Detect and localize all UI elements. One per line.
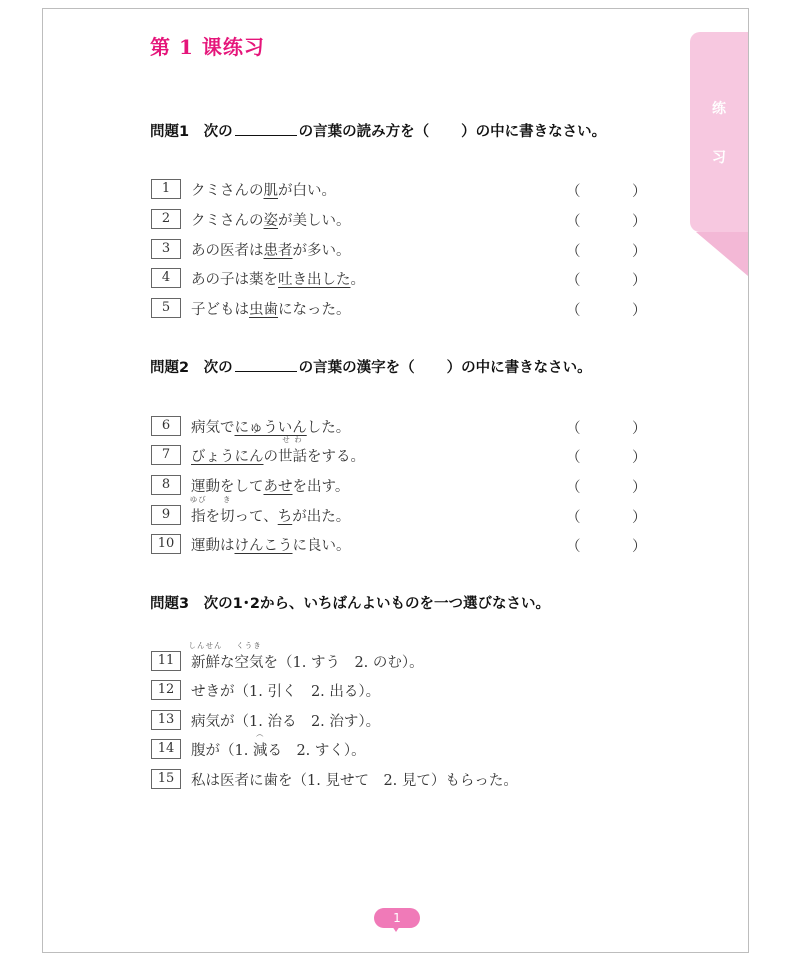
question-text: 私は医者に歯を（1. 見せて 2. 見て）もらった。 <box>191 772 518 789</box>
question-row <box>151 494 351 525</box>
question-text: クミさんの肌が白い。 <box>191 182 336 199</box>
side-tab-char-2: 习 <box>712 150 726 166</box>
answer-paren-close: ） <box>632 539 647 555</box>
question-number: 1 <box>151 179 181 199</box>
question-number: 12 <box>151 680 181 700</box>
furigana: しんせん <box>188 640 223 650</box>
answer-paren-open: （ <box>566 184 581 200</box>
section1-heading-mid: の言葉の読み方を（ <box>298 124 430 140</box>
question-text: 病気が（1. 治る 2. 治す）。 <box>191 713 381 730</box>
question-text: 運動はけんこうに良い。 <box>191 537 351 554</box>
question-text: 運動をしてあせを出す。 <box>191 478 350 495</box>
question-row <box>151 268 365 288</box>
answer-paren-close: ） <box>632 421 647 437</box>
answer-paren-open: （ <box>566 480 581 496</box>
question-number: 8 <box>151 475 181 495</box>
question-number: 11 <box>151 651 181 671</box>
answer-paren-close: ） <box>632 244 647 260</box>
answer-paren-open: （ <box>566 303 581 319</box>
question-text: あの医者は患者が多い。 <box>191 242 351 259</box>
page-number: 1 <box>374 908 420 928</box>
question-row <box>151 416 350 436</box>
furigana: ︵ <box>255 728 265 738</box>
furigana: くうき <box>236 640 262 650</box>
side-tab-char-1: 练 <box>712 101 726 117</box>
question-text: 腹が（1. ︵ 減る 2. すく）。 <box>191 728 366 759</box>
question-text: せきが（1. 引く 2. 出る）。 <box>191 683 381 700</box>
furigana: き <box>223 494 232 504</box>
question-row <box>151 475 349 495</box>
page-badge-tail <box>392 926 400 932</box>
question-text: 病気でにゅういんした。 <box>191 419 351 436</box>
question-row <box>151 710 380 730</box>
answer-paren-close: ） <box>632 214 647 230</box>
question-text: しんせん 新鮮な くうき 空気を（1. すう 2. のむ）。 <box>188 640 424 671</box>
question-row <box>151 298 351 318</box>
question-number: 4 <box>151 268 181 288</box>
question-text: 子どもは虫歯になった。 <box>191 301 351 318</box>
question-text: クミさんの姿が美しい。 <box>191 212 351 229</box>
section1-heading <box>150 120 606 141</box>
answer-paren-open: （ <box>566 539 581 555</box>
question-number: 2 <box>151 209 181 229</box>
blank-line <box>235 358 297 372</box>
question-number: 3 <box>151 239 181 259</box>
answer-paren-close: ） <box>632 273 647 289</box>
question-row <box>151 680 380 700</box>
answer-paren-open: （ <box>566 214 581 230</box>
question-row <box>151 728 366 759</box>
question-row <box>151 640 424 671</box>
answer-paren-open: （ <box>566 421 581 437</box>
question-text: びょうにんの せ わ 世話をする。 <box>191 434 365 465</box>
question-number: 7 <box>151 445 181 465</box>
question-number: 13 <box>151 710 181 730</box>
answer-paren-close: ） <box>632 184 647 200</box>
side-tab <box>690 32 748 232</box>
answer-paren-open: （ <box>566 510 581 526</box>
answer-paren-close: ） <box>632 450 647 466</box>
section2-heading-mid: の言葉の漢字を（ <box>298 360 415 376</box>
answer-paren-close: ） <box>632 510 647 526</box>
answer-paren-open: （ <box>566 273 581 289</box>
furigana: せ わ <box>282 434 303 444</box>
furigana: ゆび <box>189 494 207 504</box>
section2-heading-prefix: 問題2 次の <box>150 360 233 376</box>
question-number: 5 <box>151 298 181 318</box>
question-row <box>151 209 351 229</box>
question-row <box>151 534 351 554</box>
question-number: 9 <box>151 505 181 525</box>
section1-heading-prefix: 問題1 次の <box>150 124 233 140</box>
question-row <box>151 179 336 199</box>
question-row <box>151 769 518 789</box>
answer-paren-close: ） <box>632 303 647 319</box>
answer-paren-open: （ <box>566 450 581 466</box>
question-row <box>151 434 365 465</box>
blank-line <box>235 122 297 136</box>
question-number: 6 <box>151 416 181 436</box>
section2-heading-suffix: ）の中に書きなさい。 <box>446 360 592 376</box>
answer-paren-open: （ <box>566 244 581 260</box>
answer-paren-close: ） <box>632 480 647 496</box>
section2-heading <box>150 356 592 377</box>
section3-heading: 問題3 次の1･2から、いちばんよいものを一つ選びなさい。 <box>150 596 551 612</box>
question-number: 14 <box>151 739 181 759</box>
section1-heading-suffix: ）の中に書きなさい。 <box>461 124 607 140</box>
question-number: 10 <box>151 534 181 554</box>
lesson-title: 第 1 课练习 <box>150 35 265 59</box>
question-text: ゆび 指を き 切って、ちが出た。 <box>189 494 351 525</box>
question-text: あの子は薬を吐き出した。 <box>191 271 365 288</box>
question-number: 15 <box>151 769 181 789</box>
question-row <box>151 239 351 259</box>
